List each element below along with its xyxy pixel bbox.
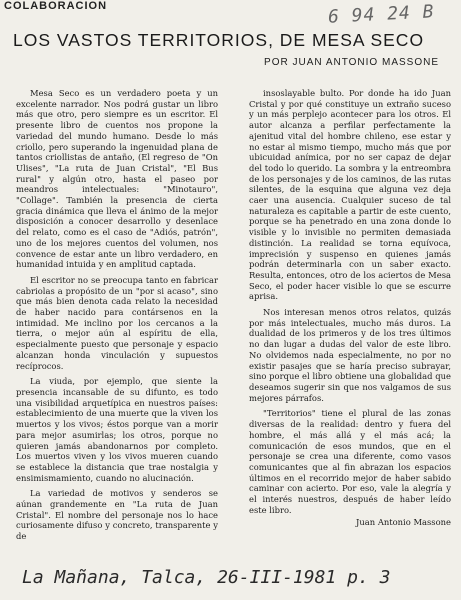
- left-column: [16, 88, 218, 542]
- paragraph: Nos interesan menos otros relatos, quizás por más intelectuales, mucho más duros. La dualidad de los primeros y de los tres últimos no dan lugar a dudas del valor de este libro. No olvidemos nada especialmente, no por no existir pasajes que se haría preciso subrayar, sino porque el libro obtiene una globalidad que deseamos sugerir sin que nos valgamos de sus mejores párrafos.: [249, 307, 451, 403]
- section-label: COLABORACION: [4, 0, 108, 12]
- article-byline: POR JUAN ANTONIO MASSONE: [264, 57, 439, 68]
- article-title: LOS VASTOS TERRITORIOS, DE MESA SECO: [13, 30, 425, 50]
- handwritten-source-note: La Mañana, Talca, 26-III-1981 p. 3: [22, 567, 391, 588]
- paragraph: "Territorios" tiene el plural de las zonas diversas de la realidad: dentro y fuera del hombre, el más allá y el más acá; la comunicación de esos mundos, que en el personaje se crea una diferente, como vasos comunicantes que al fin abrazan los espacios últimos en el recorrido mejor de haber sabido caminar con acierto. Por eso, vale la alegría y el interés nuestros, después de haber leído este libro.: [249, 408, 451, 515]
- paragraph: La variedad de motivos y senderos se aúnan grandemente en "La ruta de Juan Cristal". El nombre del personaje nos lo hace curiosamente difuso y concreto, transparente y de: [16, 488, 218, 542]
- paragraph: El escritor no se preocupa tanto en fabricar cabriolas a propósito de un "por si acaso", sino que más bien denota cada relato la necesidad de haber nacido para contársenos en la intimidad. Me inclino por los cercanos a la tierra, o mejor aún al espíritu de ella, especialmente puesto que personaje y espacio alcanzan honda vinculación y supuestos recíprocos.: [16, 274, 218, 371]
- author-signature: Juan Antonio Massone: [356, 517, 451, 528]
- paragraph: La viuda, por ejemplo, que siente la presencia incansable de su difunto, es todo una visibilidad arquetípica en nuestros países: establecimiento de una muerte que la viven los muertos y los vivos; éstos porque van a morir para mejor asumirlas; los otros, porque no quieren jamás abandonarnos por completo. Los muertos viven y los vivos mueren cuando se establece la distancia que trae nostalgia y ensimismamiento, cuando no alucinación.: [16, 376, 218, 483]
- handwritten-archive-code: 6 94 24 B: [327, 1, 436, 28]
- paragraph: Mesa Seco es un verdadero poeta y un excelente narrador. Nos podrá gustar un libro más que otro, pero siempre es un escritor. El presente libro de cuentos nos propone la variedad del mundo humano. Desde lo más criollo, pero superando la ingenuidad plana de tantos criollistas de antaño, (El regreso de "On Ulises", "La ruta de Juan Cristal", "El Bus rural" y algún otro, hasta el paseo por meandros intelectuales: "Minotauro", "Collage". También la presencia de cierta gracia dinámica que lleva el ánimo de la mejor disposición a conocer desarrollo y desenlace del relato, como es el caso de "Adiós, patrón", uno de los mejores cuentos del volumen, nos convence de estar ante un libro verdadero, en humanidad intuida y en amplitud captada.: [16, 88, 218, 270]
- right-column: [249, 88, 451, 528]
- paragraph: insoslayable bulto. Por donde ha ido Juan Cristal y por qué constituye un extraño suceso y un más perplejo acontecer para los otros. El autor alcanza a perfilar perfectamente la ajenitud vital del hombre chileno, ese estar y no estar al mismo tiempo, mucho más que por ubicuidad anímica, por no ser capaz de dejar del todo lo querido. La sombra y la entreombra de los personajes y de los caminos, de las rutas silentes, de la esquina que alguna vez deja caer una ausencia. Cualquier suceso de tal naturaleza es capitable a partir de este cuento, porque se ha penetrado en una zona donde lo visible y lo invisible no permiten demasiada distinción. La realidad se torna equívoca, imprecisión y suspenso en quienes jamás podrán determinarla con un saber exacto. Resulta, entonces, otro de los aciertos de Mesa Seco, el poder hacer visible lo que se escurre aprisa.: [249, 88, 451, 302]
